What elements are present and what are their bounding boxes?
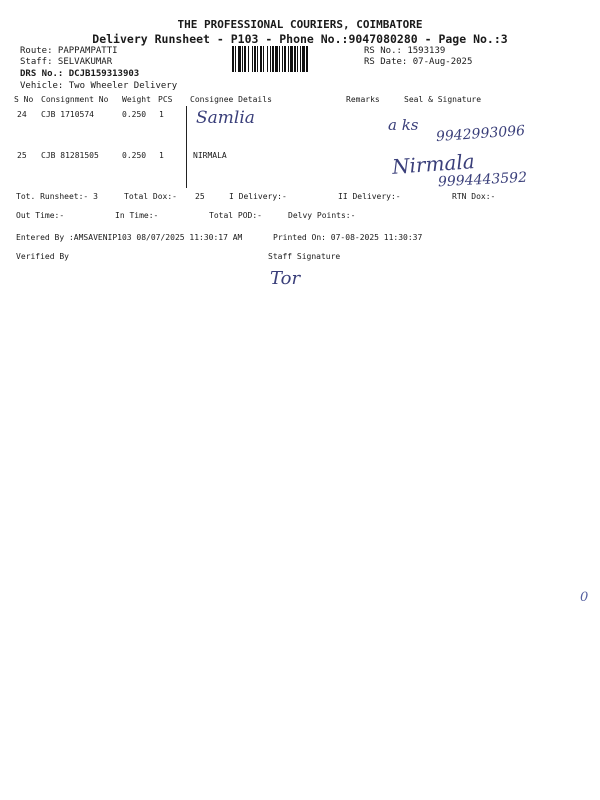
col-header-consignment: Consignment No	[41, 95, 109, 104]
barcode	[232, 46, 354, 72]
entered-by: Entered By :AMSAVENIP103 08/07/2025 11:30:17 AM	[16, 233, 243, 242]
rtn-dox-label: RTN Dox:-	[452, 192, 496, 201]
table-row-sno: 25	[17, 151, 27, 160]
handwritten-staff-signature: Tor	[270, 268, 301, 289]
drs-number: DRS No.: DCJB159313903	[20, 69, 140, 79]
col-header-sno: S No	[14, 95, 34, 104]
staff-signature-label: Staff Signature	[268, 252, 341, 261]
total-dox-label: Total Dox:-	[124, 192, 177, 201]
vehicle-label: Vehicle: Two Wheeler Delivery	[20, 81, 178, 91]
handwritten-consignee-name: Samlia	[196, 108, 255, 128]
table-row-sno: 24	[17, 110, 27, 119]
handwritten-consignee-name: Nirmala	[391, 149, 476, 179]
rs-date: RS Date: 07-Aug-2025	[364, 57, 473, 67]
stray-mark: 0	[580, 590, 589, 605]
company-title: THE PROFESSIONAL COURIERS, COIMBATORE	[177, 18, 423, 31]
i-delivery-label: I Delivery:-	[229, 192, 287, 201]
col-header-remarks: Remarks	[346, 95, 380, 104]
table-row-consignment: CJB 81281505	[41, 151, 99, 160]
in-time-label: In Time:-	[115, 211, 159, 220]
runsheet-subtitle: Delivery Runsheet - P103 - Phone No.:9047080280 - Page No.:3	[92, 32, 508, 46]
table-row-weight: 0.250	[122, 151, 147, 160]
delvy-points-label: Delvy Points:-	[288, 211, 356, 220]
col-header-consignee: Consignee Details	[190, 95, 272, 104]
staff-label: Staff: SELVAKUMAR	[20, 57, 113, 67]
rs-number: RS No.: 1593139	[364, 46, 446, 56]
handwritten-phone: 9994443592	[437, 169, 528, 191]
table-row-consignment: CJB 1710574	[41, 110, 94, 119]
total-dox-value: 25	[195, 192, 205, 201]
handwritten-signature: a ks	[388, 116, 419, 134]
total-pod-label: Total POD:-	[209, 211, 262, 220]
ii-delivery-label: II Delivery:-	[338, 192, 401, 201]
col-header-seal: Seal & Signature	[404, 95, 482, 104]
printed-on: Printed On: 07-08-2025 11:30:37	[273, 233, 423, 242]
table-row-weight: 0.250	[122, 110, 147, 119]
verified-by-label: Verified By	[16, 252, 69, 261]
table-divider	[186, 106, 187, 188]
out-time-label: Out Time:-	[16, 211, 65, 220]
col-header-pcs: PCS	[158, 95, 173, 104]
table-row-consignee: NIRMALA	[193, 151, 227, 160]
handwritten-phone: 9942993096	[435, 122, 526, 146]
total-runsheet: Tot. Runsheet:- 3	[16, 192, 98, 201]
table-row-pcs: 1	[159, 151, 164, 160]
route-label: Route: PAPPAMPATTI	[20, 46, 118, 56]
table-row-pcs: 1	[159, 110, 164, 119]
col-header-weight: Weight	[122, 95, 151, 104]
